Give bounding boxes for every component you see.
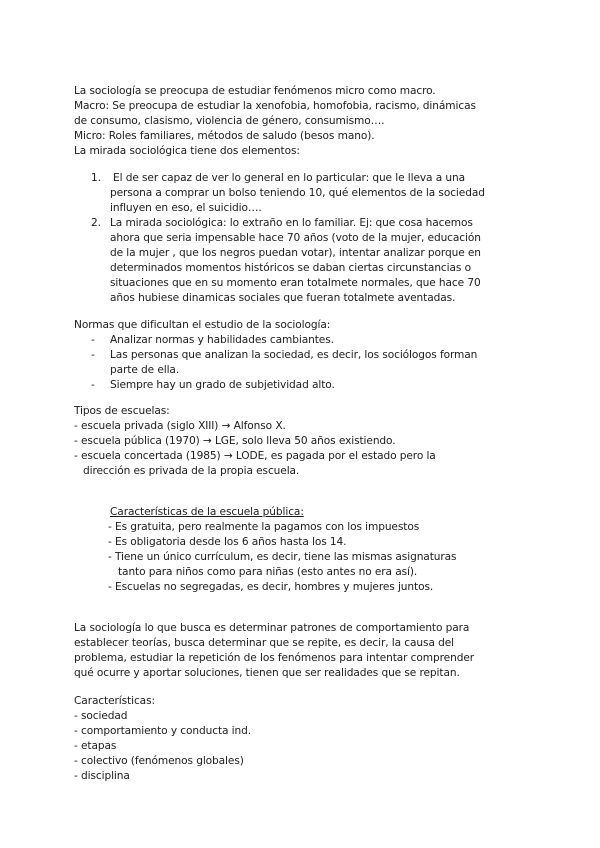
normas-item: Las personas que analizan la sociedad, es decir, los sociólogos forman — [110, 349, 478, 361]
busca-line: La sociología lo que busca es determinar patrones de comportamiento para — [74, 622, 470, 634]
busca-line: problema, estudiar la repetición de los fenómenos para intentar comprender — [74, 652, 474, 664]
publica-line: - Es gratuita, pero realmente la pagamos con los impuestos — [108, 521, 420, 533]
numbered-1-line: influyen en eso, el suicidio…. — [110, 202, 262, 214]
normas-dash: - — [91, 334, 95, 346]
numbered-2-line: determinados momentos históricos se daban ciertas circunstancias o — [110, 262, 471, 274]
normas-item: parte de ella. — [110, 364, 180, 376]
intro-line-4: Micro: Roles familiares, métodos de saludo (besos mano). — [74, 130, 375, 142]
publica-line: - Es obligatoria desde los 6 años hasta los 14. — [108, 536, 347, 548]
publica-heading: Características de la escuela pública: — [110, 506, 304, 518]
numbered-2-line: ahora que seria impensable hace 70 años (voto de la mujer, educación — [110, 232, 481, 244]
numbered-1-line: El de ser capaz de ver lo general en lo particular: que le lleva a una — [113, 172, 465, 184]
normas-heading: Normas que dificultan el estudio de la sociología: — [74, 319, 331, 331]
numbered-1-line: persona a comprar un bolso teniendo 10, qué elementos de la sociedad — [110, 187, 485, 199]
numbered-2-marker: 2. — [91, 217, 101, 229]
numbered-1-marker: 1. — [91, 172, 101, 184]
publica-line: - Escuelas no segregadas, es decir, hombres y mujeres juntos. — [108, 581, 434, 593]
busca-line: establecer teorías, busca determinar que se repite, es decir, la causa del — [74, 637, 454, 649]
intro-line-2: Macro: Se preocupa de estudiar la xenofobia, homofobia, racismo, dinámicas — [74, 100, 476, 112]
caracteristicas-heading: Características: — [74, 695, 155, 707]
numbered-2-line: La mirada sociológica: lo extraño en lo familiar. Ej: que cosa hacemos — [110, 217, 473, 229]
normas-item: Siempre hay un grado de subjetividad alto. — [110, 379, 335, 391]
tipos-line: - escuela concertada (1985) → LODE, es pagada por el estado pero la — [74, 450, 436, 462]
tipos-line: dirección es privada de la propia escuela. — [83, 465, 300, 477]
caracteristicas-item: - etapas — [74, 740, 117, 752]
caracteristicas-item: - disciplina — [74, 770, 130, 782]
numbered-2-line: de la mujer , que los negros puedan votar), intentar analizar porque en — [110, 247, 481, 259]
busca-line: qué ocurre y aportar soluciones, tienen que ser realidades que se repitan. — [74, 667, 460, 679]
numbered-2-line: años hubiese dinamicas sociales que fueran totalmete aventadas. — [110, 292, 456, 304]
intro-line-5: La mirada sociológica tiene dos elementos: — [74, 145, 300, 157]
caracteristicas-item: - comportamiento y conducta ind. — [74, 725, 252, 737]
numbered-2-line: situaciones que en su momento eran totalmete normales, que hace 70 — [110, 277, 481, 289]
normas-item: Analizar normas y habilidades cambiantes. — [110, 334, 334, 346]
publica-line: - Tiene un único currículum, es decir, tiene las mismas asignaturas — [108, 551, 457, 563]
tipos-line: - escuela privada (siglo XIII) → Alfonso X. — [74, 420, 286, 432]
tipos-line: - escuela pública (1970) → LGE, solo lleva 50 años existiendo. — [74, 435, 396, 447]
tipos-heading: Tipos de escuelas: — [74, 405, 170, 417]
caracteristicas-item: - colectivo (fenómenos globales) — [74, 755, 244, 767]
normas-dash: - — [91, 379, 95, 391]
normas-dash: - — [91, 349, 95, 361]
caracteristicas-item: - sociedad — [74, 710, 128, 722]
publica-line: tanto para niños como para niñas (esto antes no era así). — [118, 566, 418, 578]
intro-line-3: de consumo, clasismo, violencia de género, consumismo…. — [74, 115, 385, 127]
intro-line-1: La sociología se preocupa de estudiar fenómenos micro como macro. — [74, 85, 436, 97]
